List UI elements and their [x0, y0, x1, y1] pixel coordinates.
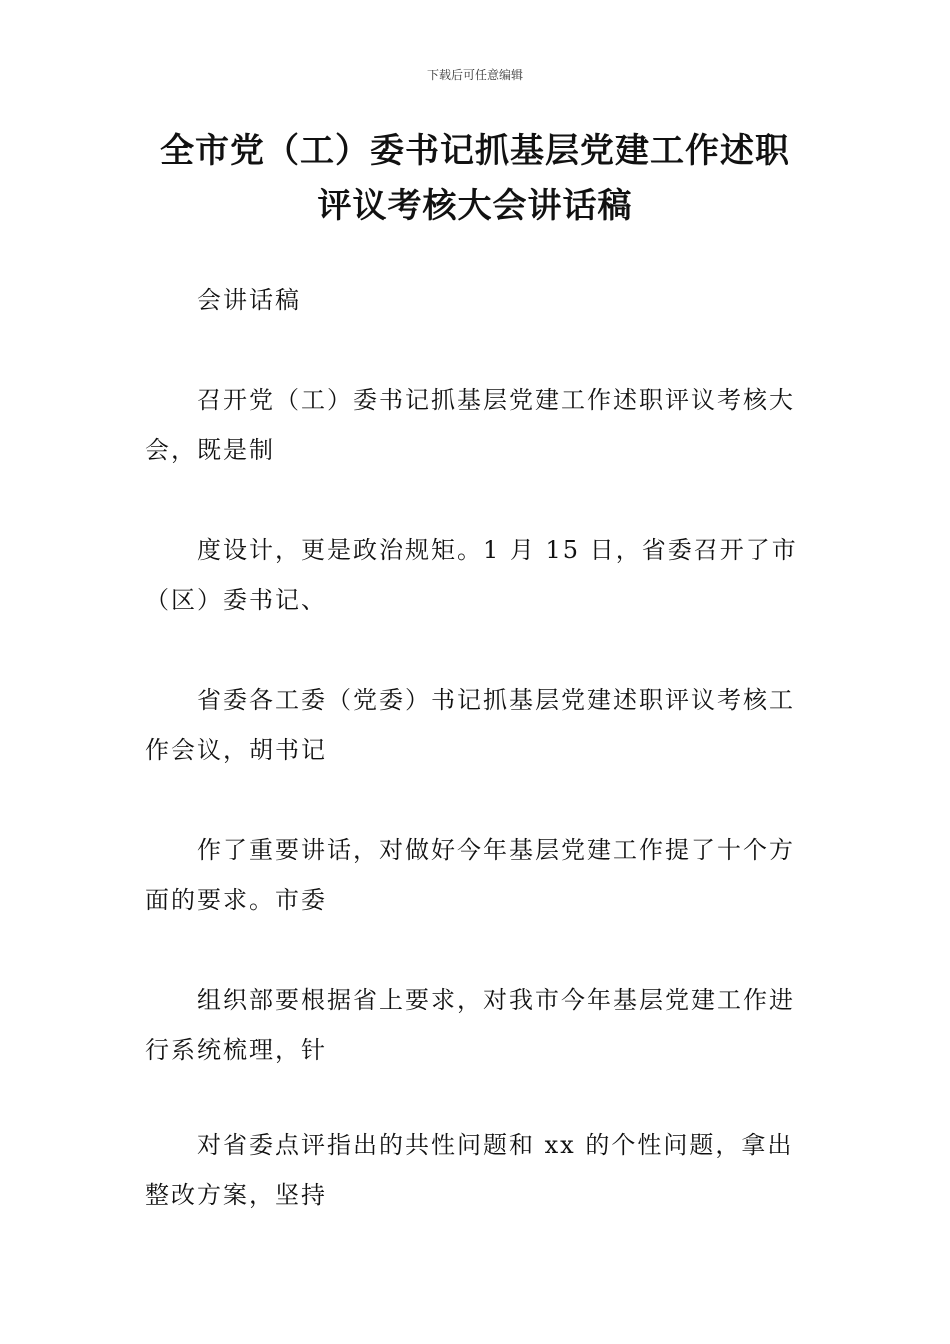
paragraph-5-line-1: 作了重要讲话，对做好今年基层党建工作提了十个方: [197, 836, 795, 864]
paragraph-2-line-2: 会，既是制: [145, 436, 275, 464]
document-title-line-1: 全市党（工）委书记抓基层党建工作述职: [160, 131, 790, 171]
paragraph-1: [145, 275, 810, 325]
paragraph-7-line-1: 对省委点评指出的共性问题和 xx 的个性问题，拿出: [197, 1131, 794, 1159]
paragraph-2-line-1: 召开党（工）委书记抓基层党建工作述职评议考核大: [197, 386, 795, 414]
page-header-note: 下载后可任意编辑: [426, 68, 523, 82]
document-title: [140, 124, 810, 234]
paragraph-4: [145, 675, 810, 775]
paragraph-5-line-2: 面的要求。市委: [145, 886, 327, 914]
paragraph-4-line-1: 省委各工委（党委）书记抓基层党建述职评议考核工: [197, 686, 795, 714]
document-title-line-2: 评议考核大会讲话稿: [317, 186, 633, 226]
paragraph-3: [145, 525, 810, 625]
paragraph-6-line-1: 组织部要根据省上要求，对我市今年基层党建工作进: [197, 986, 795, 1014]
paragraph-1-line-1: 会讲话稿: [197, 286, 301, 314]
paragraph-6-line-2: 行系统梳理，针: [145, 1036, 327, 1064]
paragraph-6: [145, 975, 810, 1075]
paragraph-5: [145, 825, 810, 925]
paragraph-4-line-2: 作会议，胡书记: [145, 736, 327, 764]
paragraph-7: [145, 1120, 810, 1220]
paragraph-3-line-2: （区）委书记、: [145, 586, 327, 614]
paragraph-7-line-2: 整改方案，坚持: [145, 1181, 327, 1209]
paragraph-2: [145, 375, 810, 475]
paragraph-3-line-1: 度设计，更是政治规矩。1 月 15 日，省委召开了市: [197, 536, 798, 564]
